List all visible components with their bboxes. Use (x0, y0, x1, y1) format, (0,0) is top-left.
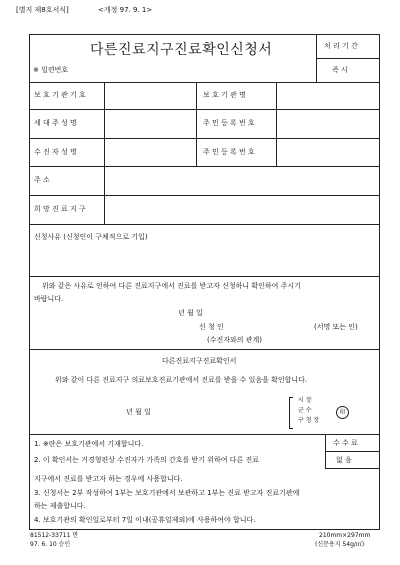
institution-name-label: 보 호 기 관 명 (203, 91, 246, 99)
fee-value: 없 음 (336, 456, 352, 464)
fee-bottom-line (325, 468, 380, 469)
desired-district-label: 희 망 진 료 지 구 (34, 205, 86, 213)
form-number: [별지 제8호서식] (16, 6, 69, 14)
paper-size: 210mm×297mm (319, 532, 371, 539)
note-item: 하는 제출합니다. (34, 502, 86, 510)
serial-number-label: ※ 일련번호 (33, 66, 69, 74)
institution-code-label: 보 호 기 관 기 호 (34, 91, 86, 99)
note-item: 2. 이 확인서는 거경형편상 수진자가 가족의 간호를 받기 위하여 다른 진료 (34, 456, 260, 464)
signature-note: (서명 또는 인) (314, 323, 358, 331)
grid-line (29, 166, 380, 167)
reason-label: 신청사유 (신청인이 구체적으로 기입) (34, 233, 148, 241)
authority-mayor: 시 장 (298, 397, 312, 404)
confirmation-heading: 다른진료지구진료확인서 (162, 357, 237, 365)
grid-line (29, 349, 380, 350)
processing-period-value: 즉 시 (332, 66, 348, 74)
official-seal-icon: 印 (336, 406, 349, 419)
form-title: 다른진료지구진료확인신청서 (90, 42, 273, 58)
applicant-signer: 신 청 인 (199, 323, 224, 331)
frame-bottom (29, 529, 380, 530)
fee-row-line (325, 451, 380, 452)
address-label: 주 소 (34, 176, 50, 184)
grid-line (29, 82, 380, 83)
householder-id-label: 주 민 등 록 번 호 (203, 119, 255, 127)
grid-line (196, 82, 197, 166)
grid-line (276, 82, 277, 166)
recipient-name-label: 수 진 자 성 명 (34, 148, 77, 156)
recipient-id-label: 주 민 등 록 번 호 (203, 148, 255, 156)
grid-line (29, 434, 380, 435)
note-item: 4. 보호기관의 확인일로부터 7일 이내(공휴일제외)에 사용하여야 합니다. (34, 516, 256, 524)
grid-line (29, 138, 380, 139)
frame-top (29, 34, 379, 35)
grid-line (29, 109, 380, 110)
authority-district-head: 구 청 장 (298, 417, 320, 424)
note-item: 3. 신청서는 2부 작성하여 1부는 보호기관에서 보관하고 1부는 진료 받고자 진료기관에 (34, 489, 300, 497)
grid-line (29, 224, 380, 225)
relation-note: (수진자와의 관계) (207, 336, 263, 344)
confirmation-statement: 위와 같이 다른 진료지구 의료보호진료기관에서 진료를 받을 수 있음을 확인합니다. (55, 376, 308, 384)
fee-label: 수 수 료 (333, 439, 358, 447)
grid-line (29, 276, 380, 277)
paper-spec: (신문용지 54g/㎡) (315, 541, 365, 548)
processing-period-label: 처 리 기 간 (324, 42, 358, 50)
applicant-statement-cont: 바랍니다. (34, 295, 64, 303)
grid-line (29, 195, 380, 196)
form-code: 81512-33711 면 (30, 532, 79, 539)
processing-row-line (316, 58, 379, 59)
revision-note: <개정 97. 9. 1> (98, 6, 153, 14)
applicant-statement: 위와 같은 사유로 인하여 다른 진료지구에서 진료를 받고자 신청하니 확인하여 주시기 (42, 282, 301, 290)
authority-bracket (289, 397, 293, 429)
householder-name-label: 세 대 주 성 명 (34, 119, 77, 127)
approval-date: 97. 6. 10 승인 (30, 541, 71, 548)
grid-line (104, 82, 105, 224)
authority-governor: 군 수 (298, 407, 312, 414)
confirmation-date: 년 월 일 (126, 408, 151, 416)
note-item: 지구에서 진료를 받고자 하는 경우에 사용합니다. (34, 475, 183, 483)
note-item: 1. ※란은 보호기관에서 기재합니다. (34, 440, 144, 448)
application-date: 년 월 일 (178, 309, 203, 317)
